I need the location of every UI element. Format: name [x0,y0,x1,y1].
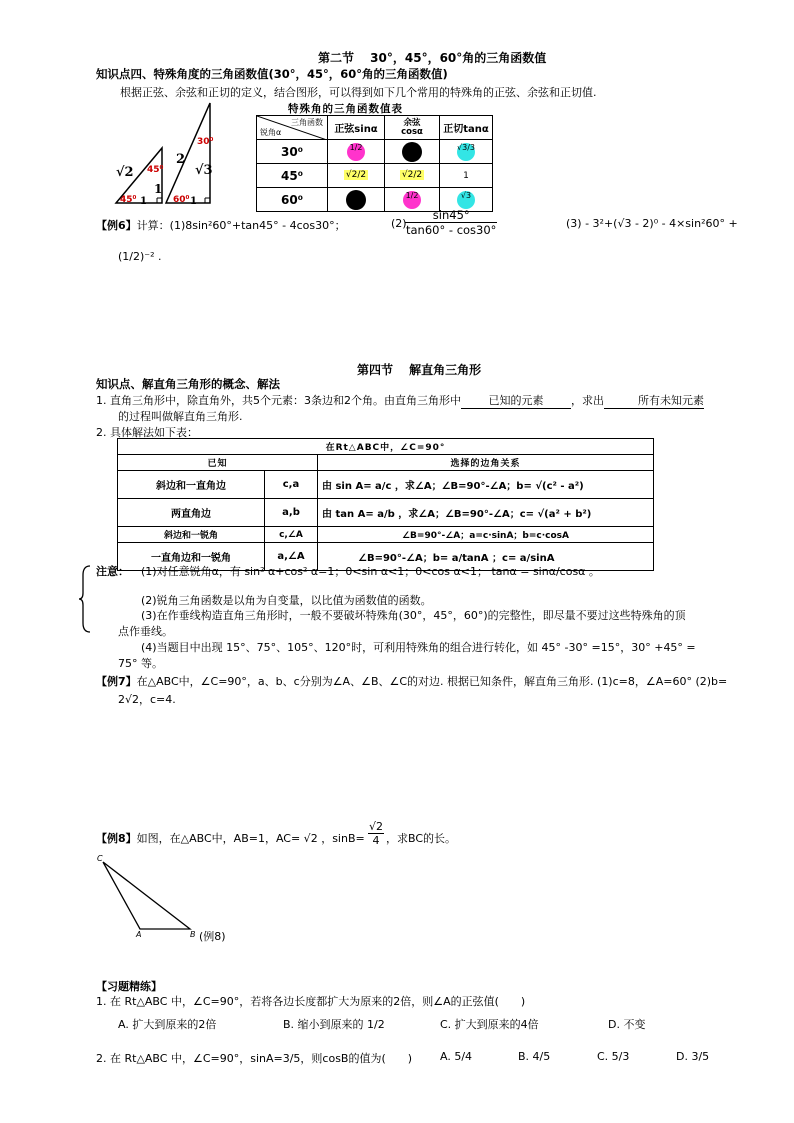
example-8 [96,830,365,846]
q1-option-d: D. 不变 [608,1018,646,1031]
question-2-text-end: ，则cosB的值为( ) [300,1052,413,1065]
q1-option-c: C. 扩大到原来的4倍 [440,1018,539,1031]
example-7-text: 在△ABC中，∠C=90°，a、b、c分别为∠A、∠B、∠C的对边. 根据已知条件，解直角三角形. (1)c=8，∠A=60° (2)b= [136,675,728,688]
fig8-label-c: C [97,854,103,863]
fig-label-1-c: 1 [190,196,197,207]
case-hyp-leg: 斜边和一直角边 [118,471,265,499]
definition-text-b: ，求出 [571,394,604,407]
note-4-line-2: 75° 等。 [118,657,163,670]
header-relation: 选择的边角关系 [318,455,654,471]
fig-label-root2: √2 [116,165,134,180]
corner-bottom-label: 锐角α [260,128,282,137]
row-45-cos [385,164,440,188]
row-45-sin [328,164,385,188]
note-3-line-2: 点作垂线。 [118,625,173,638]
q2-option-b: B. 4/5 [518,1050,551,1063]
row-30-cos [385,140,440,164]
fig8-label-a: A [136,930,142,939]
definition-line-2: 的过程叫做解直角三角形. [118,410,243,423]
q1-option-a: A. 扩大到原来的2倍 [118,1018,217,1031]
note-2: (2)锐角三角函数是以角为自变量，以比值为函数值的函数。 [141,594,432,607]
example-7-continued: 2√2，c=4. [118,693,176,706]
fig-label-45-bottom: 45⁰ [120,195,137,205]
q2-option-c: C. 5/3 [597,1050,630,1063]
section2-title: 第二节 30°，45°，60°角的三角函数值 [318,51,547,65]
corner-top-label: 三角函数 [291,118,323,127]
cos30-hidden-badge [402,142,422,162]
header-known: 已知 [118,455,318,471]
section4-knowledge-point: 知识点、解直角三角形的概念、解法 [96,377,280,391]
definition-text-a: 1. 直角三角形中，除直角外，共5个元素：3条边和2个角。由直角三角形中 [96,394,461,407]
example-7-label: 【例7】 [96,675,137,688]
notes-brace [78,565,92,633]
knowledge-point-4: 知识点四、特殊角度的三角函数值(30°，45°，60°角的三角函数值) [96,67,448,81]
q2-option-d: D. 3/5 [676,1050,710,1063]
special-triangles-figure [110,98,230,208]
given-leg-angle: a,∠A [265,543,318,571]
special-angle-table-caption: 特殊角的三角函数值表 [288,103,403,115]
blank-known-elements: 已知的元素 [461,392,571,409]
given-hyp-angle: c,∠A [265,527,318,543]
example-8-fraction-den: 4 [372,834,380,847]
row-60-angle: 60⁰ [257,188,328,212]
fig-label-30: 30⁰ [197,137,214,147]
notes-label: 注意： [96,565,129,578]
solving-method-table [117,438,654,571]
question-2 [96,1050,412,1066]
fig-label-45-top: 45⁰ [147,165,164,175]
fig-label-60: 60⁰ [173,195,190,205]
header-cos: 余弦 cosα [385,116,440,140]
row-30-angle: 30⁰ [257,140,328,164]
example-6-q3: (3) - 3²+(√3 - 2)⁰ - 4×sin²60° + [566,217,738,230]
sin30-badge: 1/2 [347,143,365,161]
fig-label-1-b: 1 [140,196,147,207]
note-4-line-1: (4)当题目中出现 15°、75°、105°、120°时，可利用特殊角的组合进行转化，如 45° -30° =15°，30° +45° = [141,641,696,654]
example-6-q2-denominator: tan60° - cos30° [406,223,497,237]
given-hyp-leg: c,a [265,471,318,499]
note-1: (1)对任意锐角α，有 sin² α+cos² α=1；0<sin α<1；0<cos α<1； tanα = sinα/cosα 。 [141,565,600,578]
example-6 [96,217,346,233]
example-8-label: 【例8】 [96,832,137,845]
fig-label-1-a: 1 [154,182,163,196]
example-8-fraction [368,820,384,847]
tan60-badge: √3 [457,191,475,209]
case-two-legs: 两直角边 [118,499,265,527]
example-8-triangle-figure [95,852,205,942]
example-8-text-end: ，求BC的长。 [386,832,457,845]
example-6-q2-numerator: sin45° [405,208,497,223]
cos45-badge: √2/2 [401,170,423,180]
header-sin: 正弦sinα [328,116,385,140]
header-tan: 正切tanα [440,116,493,140]
case-hyp-angle: 斜边和一锐角 [118,527,265,543]
sin60-hidden-badge [346,190,366,210]
solving-table-caption: 在Rt△ABC中，∠C=90° [118,439,654,455]
question-1: 1. 在 Rt△ABC 中，∠C=90°，若将各边长度都扩大为原来的2倍，则∠A的正弦值( ) [96,995,526,1008]
fig-label-2: 2 [176,152,186,167]
row-30-sin [328,140,385,164]
example-6-q1: 计算：(1)8sin²60°+tan45° - 4cos30°； [136,219,346,232]
practice-title: 【习题精练】 [96,980,162,993]
blank-unknown-elements: 所有未知元素 [604,392,704,409]
row-30-tan [440,140,493,164]
example-6-q2-fraction [405,208,497,237]
q2-option-a: A. 5/4 [440,1050,473,1063]
example-8-text: 如图，在△ABC中，AB=1，AC= √2 ，sinB= [136,832,365,845]
row-45-angle: 45⁰ [257,164,328,188]
method-intro: 2. 具体解法如下表： [96,426,198,439]
question-2-fraction: 3/5 [282,1052,301,1065]
cos60-badge: 1/2 [403,191,421,209]
definition-line-1 [96,392,704,409]
example-7 [96,673,727,689]
case-leg-angle: 一直角边和一锐角 [118,543,265,571]
note-3-line-1: (3)在作垂线构造直角三角形时，一般不要破坏特殊角(30°，45°，60°)的完整性，即尽量不要过这些特殊角的顶 [141,609,686,622]
tan30-badge: √3/3 [457,143,475,161]
example-8-fraction-num: √2 [369,820,384,833]
special-angle-table [256,115,493,212]
section2-intro: 根据正弦、余弦和正切的定义，结合图形，可以得到如下几个常用的特殊角的正弦、余弦和正切值. [120,86,597,99]
relation-leg-angle: ∠B=90°-∠A；b= a/tanA ；c= a/sinA [318,543,654,571]
example-6-q3-continued: (1/2)⁻² . [118,250,162,263]
example-6-q2-label: (2) [391,217,407,230]
relation-hyp-angle: ∠B=90°-∠A；a=c·sinA；b=c·cosA [318,527,654,543]
section4-title: 第四节 解直角三角形 [357,363,482,377]
row-60-sin [328,188,385,212]
q1-option-b: B. 缩小到原来的 1/2 [283,1018,385,1031]
given-two-legs: a,b [265,499,318,527]
example-6-label: 【例6】 [96,219,137,232]
fig8-label-b: B [190,930,196,939]
fig-label-root3: √3 [195,163,213,178]
table-corner-cell [257,116,328,140]
sin45-badge: √2/2 [345,170,367,180]
row-45-tan: 1 [440,164,493,188]
fig8-caption: (例8) [199,930,226,943]
question-2-text: 2. 在 Rt△ABC 中，∠C=90°，sinA= [96,1052,283,1065]
relation-hyp-leg: 由 sin A= a/c ，求∠A；∠B=90°-∠A；b= √(c² - a²) [318,471,654,499]
relation-two-legs: 由 tan A= a/b ，求∠A；∠B=90°-∠A；c= √(a² + b²) [318,499,654,527]
